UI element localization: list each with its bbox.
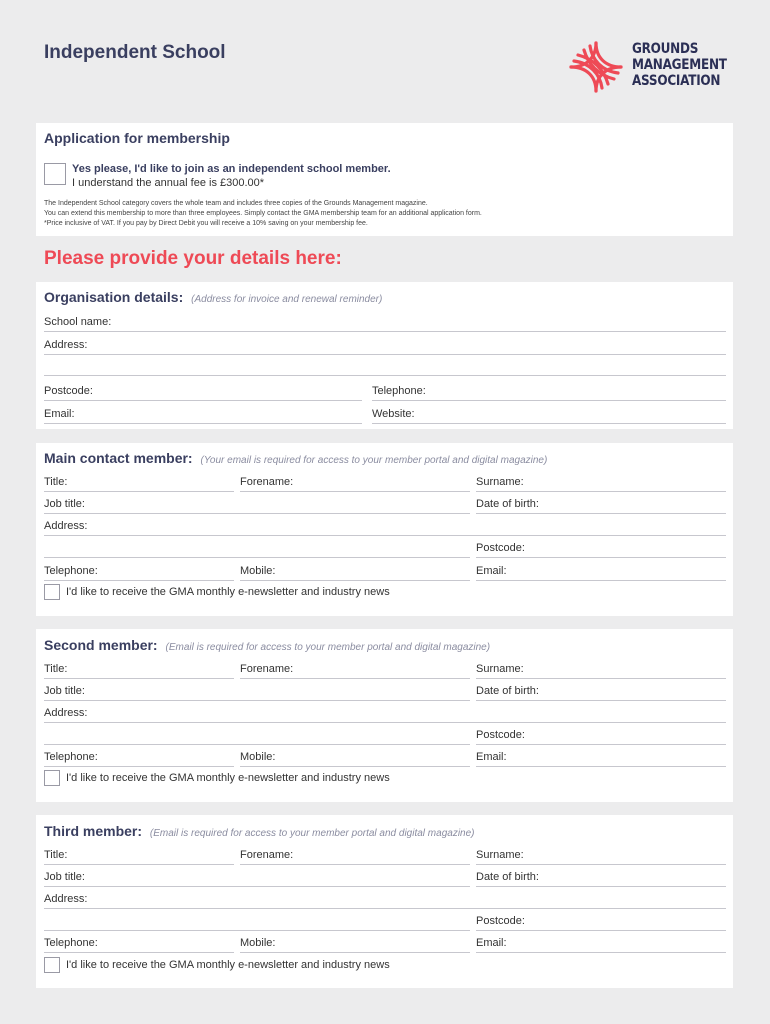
join-line-2: I understand the annual fee is £300.00* [72, 177, 265, 189]
membership-note-1: The Independent School category covers the whole team and includes three copies of the Grounds Management magazine. [44, 200, 428, 207]
school-name-label: School name: [44, 316, 112, 328]
membership-note-3: *Price inclusive of VAT. If you pay by Direct Debit you will receive a 10% saving on your membership fee. [44, 220, 368, 227]
telephone-label: Telephone: [44, 751, 98, 763]
main-email-field[interactable] [476, 563, 726, 581]
organisation-heading [44, 289, 382, 305]
main-newsletter-label: I'd like to receive the GMA monthly e-newsletter and industry news [66, 586, 390, 598]
organisation-address-field[interactable] [44, 337, 726, 355]
third-surname-field[interactable] [476, 847, 726, 865]
organisation-email-field[interactable] [44, 406, 362, 424]
second-telephone-field[interactable] [44, 749, 234, 767]
second-member-title: Second member: [44, 637, 158, 653]
join-checkbox[interactable] [44, 163, 66, 185]
main-forename-field[interactable] [240, 474, 470, 492]
third-member-title: Third member: [44, 823, 143, 839]
third-telephone-field[interactable] [44, 935, 234, 953]
second-surname-field[interactable] [476, 661, 726, 679]
main-title-field[interactable] [44, 474, 234, 492]
mobile-label: Mobile: [240, 751, 276, 763]
main-contact-panel [36, 443, 733, 616]
dob-label: Date of birth: [476, 685, 539, 697]
second-forename-field[interactable] [240, 661, 470, 679]
organisation-telephone-field[interactable] [372, 383, 726, 401]
main-contact-heading [44, 450, 547, 466]
main-contact-hint: (Your email is required for access to your member portal and digital magazine) [200, 455, 548, 466]
job-title-label: Job title: [44, 498, 85, 510]
main-mobile-field[interactable] [240, 563, 470, 581]
third-forename-field[interactable] [240, 847, 470, 865]
join-line-1: Yes please, I'd like to join as an independent school member. [72, 163, 391, 175]
telephone-label: Telephone: [44, 565, 98, 577]
address-label: Address: [44, 707, 88, 719]
third-email-field[interactable] [476, 935, 726, 953]
title-label: Title: [44, 663, 68, 675]
main-postcode-field[interactable] [476, 540, 726, 558]
main-surname-field[interactable] [476, 474, 726, 492]
main-address-line-2[interactable] [44, 540, 470, 558]
second-title-field[interactable] [44, 661, 234, 679]
second-member-panel [36, 629, 733, 802]
logo-line-3: ASSOCIATION [632, 73, 721, 89]
main-contact-title: Main contact member: [44, 450, 193, 466]
second-job-title-field[interactable] [44, 683, 470, 701]
second-email-field[interactable] [476, 749, 726, 767]
second-mobile-field[interactable] [240, 749, 470, 767]
address-label: Address: [44, 893, 88, 905]
third-job-title-field[interactable] [44, 869, 470, 887]
organisation-email-label: Email: [44, 408, 75, 420]
application-heading: Application for membership [44, 130, 230, 146]
job-title-label: Job title: [44, 871, 85, 883]
email-label: Email: [476, 565, 507, 577]
logo-line-2: MANAGEMENT [632, 57, 727, 73]
second-member-hint: (Email is required for access to your member portal and digital magazine) [165, 642, 491, 653]
logo-line-1: GROUNDS [632, 41, 699, 57]
title-label: Title: [44, 476, 68, 488]
forename-label: Forename: [240, 663, 294, 675]
main-newsletter-checkbox[interactable] [44, 584, 60, 600]
surname-label: Surname: [476, 663, 524, 675]
second-newsletter-label: I'd like to receive the GMA monthly e-newsletter and industry news [66, 772, 390, 784]
dob-label: Date of birth: [476, 498, 539, 510]
telephone-label: Telephone: [44, 937, 98, 949]
organisation-postcode-field[interactable] [44, 383, 362, 401]
third-member-panel [36, 815, 733, 988]
second-dob-field[interactable] [476, 683, 726, 701]
second-address-line-2[interactable] [44, 727, 470, 745]
email-label: Email: [476, 751, 507, 763]
organisation-telephone-label: Telephone: [372, 385, 426, 397]
third-title-field[interactable] [44, 847, 234, 865]
mobile-label: Mobile: [240, 937, 276, 949]
postcode-label: Postcode: [476, 542, 525, 554]
details-heading: Please provide your details here: [44, 248, 342, 269]
organisation-address-line-2[interactable] [44, 358, 726, 376]
organisation-website-label: Website: [372, 408, 415, 420]
forename-label: Forename: [240, 849, 294, 861]
organisation-title: Organisation details: [44, 289, 184, 305]
application-panel [36, 123, 733, 236]
second-address-field[interactable] [44, 705, 726, 723]
third-member-hint: (Email is required for access to your member portal and digital magazine) [149, 828, 475, 839]
organisation-address-label: Address: [44, 339, 88, 351]
forename-label: Forename: [240, 476, 294, 488]
organisation-postcode-label: Postcode: [44, 385, 93, 397]
title-label: Title: [44, 849, 68, 861]
third-member-heading [44, 823, 475, 839]
school-name-field[interactable] [44, 314, 726, 332]
job-title-label: Job title: [44, 685, 85, 697]
main-telephone-field[interactable] [44, 563, 234, 581]
postcode-label: Postcode: [476, 729, 525, 741]
postcode-label: Postcode: [476, 915, 525, 927]
surname-label: Surname: [476, 849, 524, 861]
gma-logo-mark-icon [568, 40, 624, 94]
organisation-panel [36, 282, 733, 429]
main-job-title-field[interactable] [44, 496, 470, 514]
surname-label: Surname: [476, 476, 524, 488]
page-title: Independent School [44, 42, 226, 63]
third-newsletter-checkbox[interactable] [44, 957, 60, 973]
third-mobile-field[interactable] [240, 935, 470, 953]
third-address-line-2[interactable] [44, 913, 470, 931]
second-member-heading [44, 637, 490, 653]
email-label: Email: [476, 937, 507, 949]
third-newsletter-label: I'd like to receive the GMA monthly e-newsletter and industry news [66, 959, 390, 971]
membership-note-2: You can extend this membership to more than three employees. Simply contact the GMA membership team for an additional application form. [44, 210, 482, 217]
main-address-field[interactable] [44, 518, 726, 536]
second-postcode-field[interactable] [476, 727, 726, 745]
second-newsletter-checkbox[interactable] [44, 770, 60, 786]
main-dob-field[interactable] [476, 496, 726, 514]
third-postcode-field[interactable] [476, 913, 726, 931]
gma-logo [568, 40, 738, 94]
organisation-website-field[interactable] [372, 406, 726, 424]
organisation-hint: (Address for invoice and renewal reminder) [191, 294, 383, 305]
mobile-label: Mobile: [240, 565, 276, 577]
dob-label: Date of birth: [476, 871, 539, 883]
address-label: Address: [44, 520, 88, 532]
third-address-field[interactable] [44, 891, 726, 909]
third-dob-field[interactable] [476, 869, 726, 887]
